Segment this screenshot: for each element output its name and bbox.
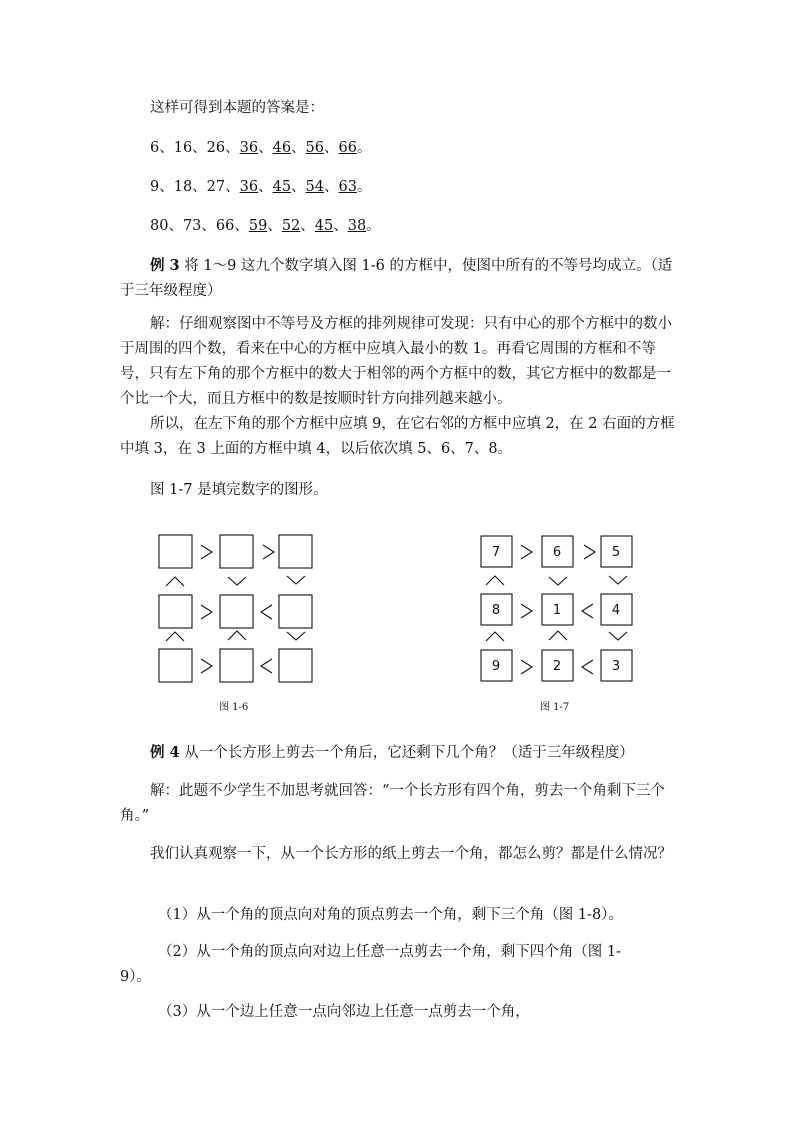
less-than-sign [261, 605, 272, 619]
box-number: 3 [611, 659, 621, 674]
separator: 、 [300, 218, 315, 234]
greater-than-sign [521, 604, 532, 618]
answer-blank: 45 [314, 218, 334, 234]
sequence-given: 9、18、27、 [150, 179, 240, 195]
answer-blank: 52 [281, 218, 301, 234]
figure-1-6-caption: 图 1-6 [219, 702, 249, 713]
empty-box [279, 649, 312, 682]
less-than-sign [582, 660, 593, 674]
separator: 、 [324, 179, 339, 195]
answer-blank: 56 [305, 140, 324, 156]
greater-than-sign [584, 545, 595, 559]
empty-box [279, 595, 312, 628]
example-4-case-1: （1）从一个角的顶点向对角的顶点剪去一个角，剩下三个角（图 1-8）。 [158, 907, 623, 923]
up-inequality-sign [486, 632, 504, 641]
box-number: 1 [552, 603, 562, 618]
sequence-given: 6、16、26、 [150, 140, 240, 156]
box-number: 7 [491, 545, 501, 560]
empty-box [159, 649, 192, 682]
example-4-case-2: （2）从一个角的顶点向对边上任意一点剪去一个角，剩下四个角（图 1-9）。 [120, 944, 621, 985]
example-3-label: 例 3 [150, 257, 180, 274]
less-than-sign [582, 604, 593, 618]
figure-1-7-caption: 图 1-7 [540, 702, 570, 713]
up-inequality-sign [549, 631, 567, 640]
empty-box [159, 535, 192, 568]
empty-box [220, 535, 253, 568]
greater-than-sign [521, 545, 532, 559]
example-4-problem [150, 743, 634, 763]
example-4-text: 从一个长方形上剪去一个角后，它还剩下几个角？（适于三年级程度） [179, 745, 634, 761]
answer-sequence-2 [150, 177, 371, 197]
answer-blank: 46 [272, 140, 292, 156]
sequence-given: 80、73、66、 [150, 218, 249, 234]
separator: 、 [267, 218, 282, 234]
answer-sequence-1 [150, 138, 371, 158]
down-inequality-sign [549, 577, 567, 585]
empty-box [279, 535, 312, 568]
example-4-case-3: （3）从一个边上任意一点向邻边上任意一点剪去一个角， [158, 1004, 530, 1020]
greater-than-sign [201, 605, 212, 619]
answer-blank: 66 [338, 140, 357, 156]
answer-sequence-3 [150, 216, 381, 236]
example-4-observe: 我们认真观察一下，从一个长方形的纸上剪去一个角，都怎么剪？都是什么情况？ [150, 846, 672, 862]
period: 。 [366, 218, 381, 234]
greater-than-sign [521, 660, 532, 674]
separator: 、 [258, 140, 273, 156]
example-3-text: 将 1～9 这九个数字填入图 1-6 的方框中，使图中所有的不等号均成立。（适于三年级程度） [120, 258, 673, 299]
empty-box [220, 595, 253, 628]
up-inequality-sign [166, 577, 184, 586]
down-inequality-sign [609, 576, 627, 584]
box-number: 9 [491, 659, 501, 674]
up-inequality-sign [166, 632, 184, 641]
example-3-fill-explanation: 所以，在左下角的那个方框中应填 9，在它右邻的方框中应填 2，在 2 右面的方框中填 3，在 3 上面的方框中填 4，以后依次填 5、6、7、8。 [120, 416, 675, 457]
box-number: 2 [552, 659, 562, 674]
box-number: 4 [611, 603, 621, 618]
answers-intro: 这样可得到本题的答案是： [150, 100, 324, 116]
example-3-problem [120, 253, 680, 304]
example-4-solution: 解：此题不少学生不加思考就回答：“一个长方形有四个角，剪去一个角剩下三个角。” [120, 783, 665, 824]
separator: 、 [291, 179, 306, 195]
down-inequality-sign [287, 632, 305, 640]
down-inequality-sign [228, 577, 246, 585]
example-4-label: 例 4 [150, 744, 180, 761]
figure-1-6 [0, 527, 794, 727]
down-inequality-sign [287, 576, 305, 584]
answer-blank: 45 [272, 179, 292, 195]
period: 。 [356, 179, 372, 195]
up-inequality-sign [486, 576, 504, 585]
empty-box [220, 649, 253, 682]
less-than-sign [261, 659, 272, 673]
empty-box [159, 595, 192, 628]
greater-than-sign [201, 659, 212, 673]
box-number: 6 [552, 545, 562, 560]
down-inequality-sign [609, 632, 627, 640]
answer-blank: 59 [248, 218, 268, 234]
separator: 、 [324, 140, 339, 156]
box-number: 5 [611, 545, 621, 560]
separator: 、 [333, 218, 348, 234]
separator: 、 [258, 179, 273, 195]
greater-than-sign [263, 545, 274, 559]
greater-than-sign [201, 545, 212, 559]
up-inequality-sign [228, 631, 246, 640]
answer-blank: 54 [305, 179, 324, 195]
period: 。 [356, 140, 372, 156]
answer-blank: 36 [239, 140, 259, 156]
example-3-figure-note: 图 1-7 是填完数字的图形。 [150, 482, 328, 498]
answer-blank: 63 [338, 179, 357, 195]
example-3-solution: 解：仔细观察图中不等号及方框的排列规律可发现：只有中心的那个方框中的数小于周围的四个数，看来在中心的方框中应填入最小的数 1。再看它周围的方框和不等号，只有左下角的那个方框中的数大于相邻的两个方框中的数，其它方框中的数都是一个比一个大，而且方框中的数是按顺时针方向排列越来越小。 [120, 316, 672, 407]
answer-blank: 38 [347, 218, 367, 234]
answer-blank: 36 [239, 179, 259, 195]
separator: 、 [291, 140, 306, 156]
box-number: 8 [491, 603, 501, 618]
